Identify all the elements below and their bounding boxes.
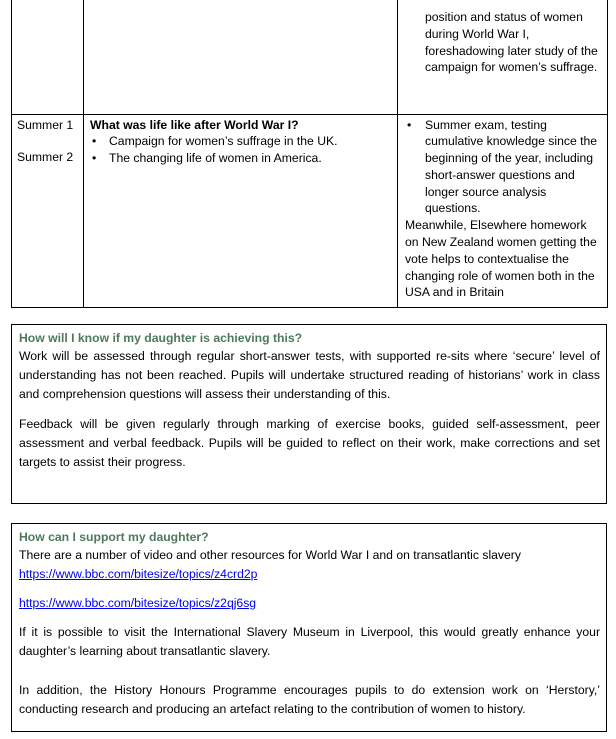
topic-cell [84,114,398,307]
topic-list [90,133,393,167]
term-summer-2: Summer 2 [17,150,74,165]
achieving-paragraph: Work will be assessed through regular short-answer tests, with supported re-sits where ‘secure’ level of understanding has not been reached. Pupils will undertake structured reading of historians’ work in class and comprehension questions will assess their understanding of this. [19,349,600,401]
assessment-list [405,117,603,218]
term-cell [12,114,84,307]
feedback-paragraph: Feedback will be given regularly through marking of exercise books, guided self-assessment, peer assessment and verbal feedback. Pupils will be guided to reflect on their work, make corrections and set targets to assist their progress. [19,417,600,469]
homework-text: Meanwhile, Elsewhere homework on New Zealand women getting the vote helps to contextualise the changing role of women both in the USA and in Britain [405,218,597,300]
topic-title: What was life like after World War I? [90,117,299,132]
achieving-heading: How will I know if my daughter is achieving this? [19,331,303,345]
assessment-continuation-text: position and status of women during World War I, foreshadowing later study of the campaign for women’s suffrage. [425,10,598,75]
term-cell [12,0,84,114]
list-item: • The changing life of women in America. [90,150,393,167]
bitesize-link-1[interactable]: https://www.bbc.com/bitesize/topics/z4crd2p [19,567,258,581]
list-item: • Summer exam, testing cumulative knowledge since the beginning of the year, including short-answer questions and longer source analysis questions. [405,117,603,218]
assessment-cell [398,114,608,307]
topic-cell [84,0,398,114]
museum-paragraph: If it is possible to visit the International Slavery Museum in Liverpool, this would greatly enhance your daughter’s learning about transatlantic slavery. [19,625,600,658]
table-row [12,114,608,307]
resources-intro: There are a number of video and other resources for World War I and on transatlantic slavery [19,548,521,562]
assessment-cell [398,0,608,114]
achieving-box [11,324,607,504]
table-row [12,0,608,114]
bitesize-link-2[interactable]: https://www.bbc.com/bitesize/topics/z2qj6sg [19,596,257,610]
list-item: • Campaign for women’s suffrage in the UK. [90,133,393,150]
curriculum-table [11,0,608,308]
term-summer-1: Summer 1 [17,117,74,132]
support-box [11,523,607,732]
support-heading: How can I support my daughter? [19,530,209,544]
honours-paragraph: In addition, the History Honours Programme encourages pupils to do extension work on ‘Herstory,’ conducting research and producing an artefact relating to the contribution of women to history. [19,683,600,716]
